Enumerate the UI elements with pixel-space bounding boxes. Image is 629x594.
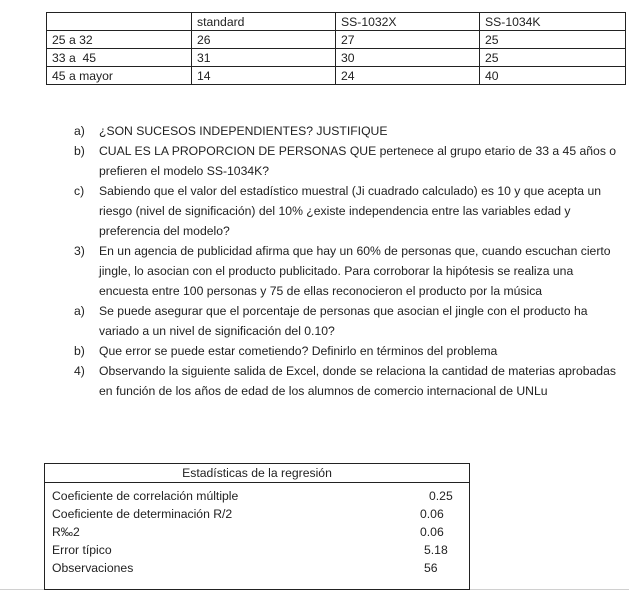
table-cell: 31 [192, 49, 336, 67]
table-row [47, 67, 626, 85]
question-text: Que error se puede estar cometiendo? Definirlo en términos del problema [99, 344, 498, 358]
question-item [0, 241, 629, 301]
question-text: Sabiendo que el valor del estadístico muestral (Ji cuadrado calculado) es 10 y que acepta un riesgo (nivel de significación) del 10% ¿existe independencia entre las variables edad y preferencia del modelo? [99, 184, 602, 238]
regression-label: Error típico [52, 543, 112, 557]
regression-title: Estadísticas de la regresión [45, 464, 469, 483]
row-label: 25 a 32 [47, 31, 192, 49]
question-text: CUAL ES LA PROPORCION DE PERSONAS QUE pertenece al grupo etario de 33 a 45 años o prefieren el modelo SS-1034K? [99, 144, 617, 178]
table-cell: 25 [480, 31, 626, 49]
row-label: 45 a mayor [47, 67, 192, 85]
question-marker: a) [74, 304, 85, 318]
question-marker: 4) [74, 364, 85, 378]
regression-row [45, 541, 469, 559]
header-cell-standard: standard [192, 13, 336, 31]
question-item [0, 361, 629, 401]
regression-row [45, 559, 469, 577]
regression-label: Observaciones [52, 561, 134, 575]
question-text: Se puede asegurar que el porcentaje de personas que asocian el jingle con el producto ha variado a un nivel de significación del 0.10? [99, 304, 588, 338]
question-marker: b) [74, 344, 85, 358]
question-item [0, 121, 629, 141]
regression-value: 56 [424, 561, 438, 575]
regression-value: 0.25 [429, 489, 453, 503]
question-marker: c) [74, 184, 85, 198]
regression-row [45, 487, 469, 505]
table-row [47, 49, 626, 67]
table-cell: 30 [336, 49, 480, 67]
question-text: Observando la siguiente salida de Excel, donde se relaciona la cantidad de materias aprobadas en función de los años de edad de los alumnos de comercio internacional de UNLu [99, 364, 616, 398]
table-cell: 25 [480, 49, 626, 67]
table-cell: 26 [192, 31, 336, 49]
header-cell-ss1034k: SS-1034K [480, 13, 626, 31]
table-cell: 27 [336, 31, 480, 49]
table-header-row [47, 13, 626, 31]
regression-row [45, 505, 469, 523]
row-label: 33 a 45 [47, 49, 192, 67]
regression-label: Coeficiente de determinación R/2 [52, 507, 233, 521]
question-marker: a) [74, 124, 85, 138]
header-cell-ss1032x: SS-1032X [336, 13, 480, 31]
header-cell-empty [47, 13, 192, 31]
regression-label: Coeficiente de correlación múltiple [52, 489, 239, 503]
table-cell: 24 [336, 67, 480, 85]
frequency-table [46, 12, 626, 85]
regression-value: 0.06 [420, 507, 444, 521]
table-cell: 40 [480, 67, 626, 85]
table-cell: 14 [192, 67, 336, 85]
question-marker: 3) [74, 244, 85, 258]
question-text: En un agencia de publicidad afirma que hay un 60% de personas que, cuando escuchan cierto jingle, lo asocian con el producto publicitado. Para corroborar la hipótesis se realiza una encuesta entre 100 personas y 75 de ellas reconocieron el producto por la música [99, 244, 611, 298]
regression-stats-box [44, 463, 470, 590]
regression-row [45, 523, 469, 541]
question-text: ¿SON SUCESOS INDEPENDIENTES? JUSTIFIQUE [99, 124, 388, 138]
question-list [0, 121, 629, 401]
regression-value: 0.06 [420, 525, 444, 539]
regression-value: 5.18 [424, 543, 448, 557]
regression-label: R‰2 [52, 525, 80, 539]
question-item [0, 141, 629, 181]
question-item [0, 301, 629, 341]
question-item [0, 181, 629, 241]
question-marker: b) [74, 144, 85, 158]
table-row [47, 31, 626, 49]
question-item [0, 341, 629, 361]
